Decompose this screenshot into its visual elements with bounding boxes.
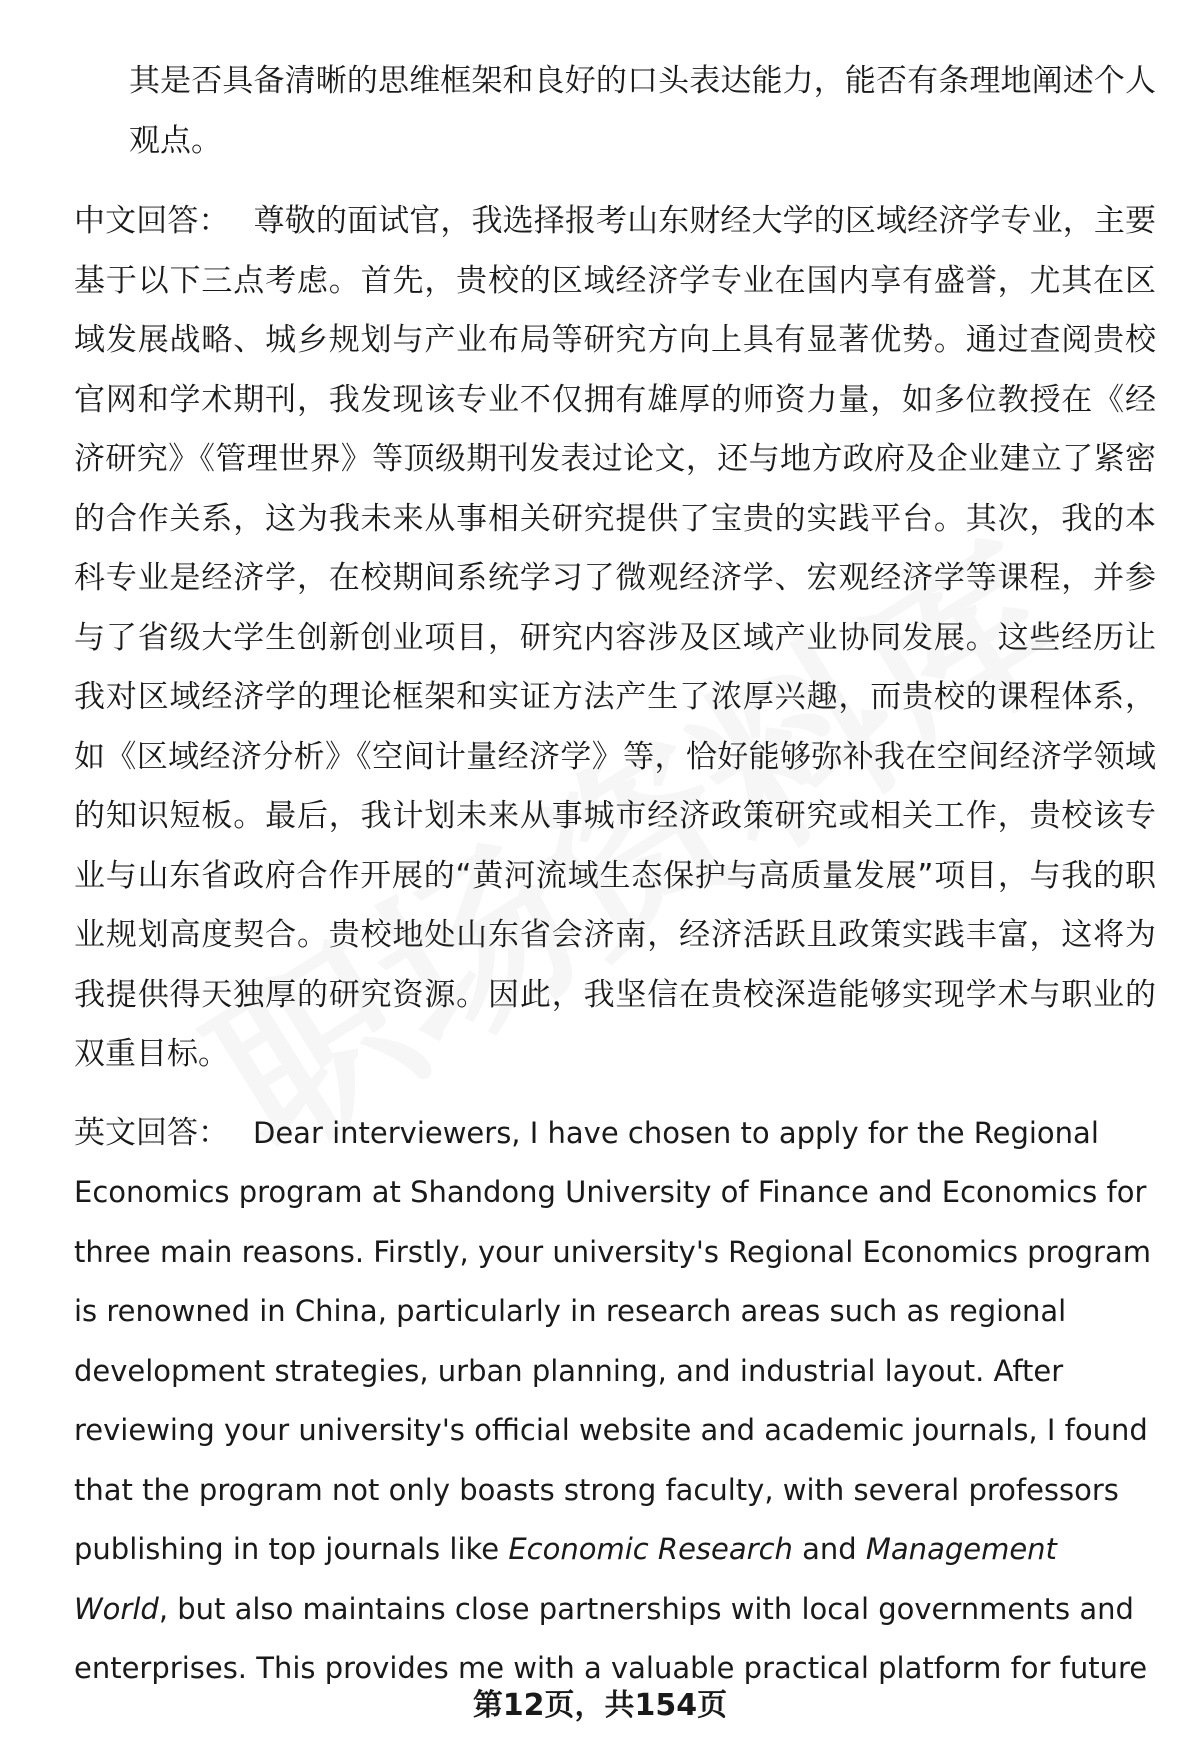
journal-title-economic-research: Economic Research (508, 1532, 793, 1566)
chinese-answer-paragraph (74, 192, 1156, 1085)
journal-title-management-world: Management World (74, 1532, 1057, 1626)
english-answer-label: 英文回答： (74, 1114, 229, 1151)
chinese-answer-text: 尊敬的面试官，我选择报考山东财经大学的区域经济学专业，主要基于以下三点考虑。首先，贵校的区域经济学专业在国内享有盛誉，尤其在区域发展战略、城乡规划与产业布局等研究方向上具有显著优势。通过查阅贵校官网和学术期刊，我发现该专业不仅拥有雄厚的师资力量，如多位教授在《经济研究》《管理世界》等顶级期刊发表过论文，还与地方政府及企业建立了紧密的合作关系，这为我未来从事相关研究提供了宝贵的实践平台。其次，我的本科专业是经济学，在校期间系统学习了微观经济学、宏观经济学等课程，并参与了省级大学生创新创业项目，研究内容涉及区域产业协同发展。这些经历让我对区域经济学的理论框架和实证方法产生了浓厚兴趣，而贵校的课程体系，如《区域经济分析》《空间计量经济学》等，恰好能够弥补我在空间经济学领域的知识短板。最后，我计划未来从事城市经济政策研究或相关工作，贵校该专业与山东省政府合作开展的“黄河流域生态保护与高质量发展”项目，与我的职业规划高度契合。贵校地处山东省会济南，经济活跃且政策实践丰富，这将为我提供得天独厚的研究资源。因此，我坚信在贵校深造能够实现学术与职业的双重目标。 (74, 203, 1157, 1072)
english-answer-text-2: , but also maintains close partnerships with local governments and enterprises. This provides me with a valuable practical platform for future (74, 1591, 1148, 1685)
document-page (74, 52, 1156, 1699)
english-answer-paragraph (74, 1104, 1156, 1699)
page-number: 第12页，共154页 (472, 1688, 728, 1723)
english-answer-text-1: Dear interviewers, I have chosen to apply for the Regional Economics program at Shandong University of Finance and Economics for three main reasons. Firstly, your university's Regional Economics program is renowned in China, particularly in research areas such as regional development strategies, urban planning, and industrial layout. After reviewing your university's official website and academic journals, I found that the program not only boasts strong faculty, with several professors publishing in top journals like (74, 1115, 1151, 1566)
chinese-answer-label: 中文回答： (74, 203, 230, 239)
english-answer-connector: and (792, 1532, 866, 1566)
intro-paragraph: 其是否具备清晰的思维框架和良好的口头表达能力，能否有条理地阐述个人观点。 (129, 63, 1156, 159)
